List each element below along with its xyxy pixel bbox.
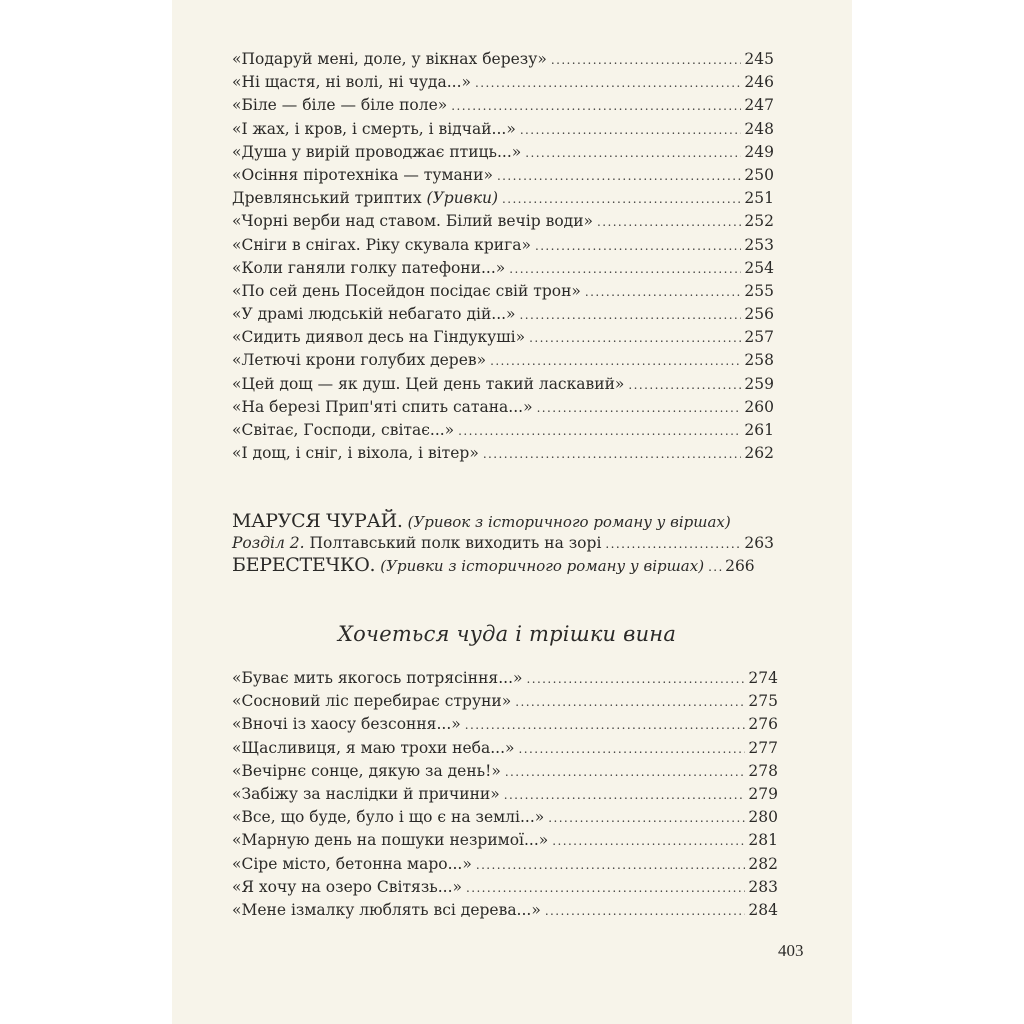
entry-title: «По сей день Посейдон посідає свій трон» <box>232 281 581 300</box>
entry-title: «На березі Прип'яті спить сатана...» <box>232 397 533 416</box>
toc-entry <box>232 419 774 442</box>
toc-entry <box>232 806 778 829</box>
entry-title: «Вночі із хаосу безсоння...» <box>232 715 461 734</box>
page-number: 403 <box>778 941 804 960</box>
toc-entry <box>232 373 774 396</box>
entry-page: 274 <box>748 669 778 687</box>
chapter-label: Розділ 2. <box>232 534 305 552</box>
entry-title: «Все, що буде, було і що є на землі...» <box>232 808 545 827</box>
dot-leader <box>505 761 746 783</box>
dot-leader <box>548 807 745 829</box>
toc-entry <box>232 187 774 210</box>
entry-page: 255 <box>744 281 774 300</box>
entry-page: 252 <box>744 212 774 231</box>
toc-entry <box>232 690 778 713</box>
entry-page: 275 <box>748 692 778 711</box>
entry-page: 281 <box>748 831 778 850</box>
entry-page: 276 <box>748 715 778 734</box>
entry-title: «Подаруй мені, доле, у вікнах березу» <box>232 50 547 68</box>
dot-leader <box>466 877 745 899</box>
entry-page: 283 <box>748 877 778 896</box>
toc-entry <box>232 141 774 164</box>
toc-entry <box>232 280 774 303</box>
toc-entry-berestechko <box>232 554 774 576</box>
dot-leader <box>504 784 746 806</box>
entry-title: «Марную день на пошуки незримої...» <box>232 831 549 850</box>
entry-page: 246 <box>744 73 774 92</box>
dot-leader <box>520 119 742 141</box>
entry-page: 280 <box>748 808 778 827</box>
toc-entry <box>232 667 778 690</box>
dot-leader <box>526 668 745 690</box>
entry-page: 263 <box>744 534 774 552</box>
dot-leader <box>497 165 741 187</box>
toc-list-section2 <box>232 667 778 922</box>
entry-title-note: (Уривки) <box>426 189 498 208</box>
toc-entry <box>232 303 774 326</box>
entry-title: «Сидить диявол десь на Гіндукуші» <box>232 328 526 347</box>
entry-page: 266 <box>725 557 755 575</box>
section-heading: Хочеться чуда і трішки вина <box>337 622 677 646</box>
entry-page: 277 <box>748 738 778 757</box>
dot-leader <box>475 72 741 94</box>
entry-title: «Світає, Господи, світає...» <box>232 421 455 439</box>
dot-leader <box>551 49 742 71</box>
dot-leader <box>529 327 741 349</box>
entry-page: 257 <box>744 328 774 347</box>
toc-entry <box>232 71 774 94</box>
toc-entry <box>232 760 778 783</box>
entry-title: «Летючі крони голубих дерев» <box>232 351 487 370</box>
dot-leader <box>535 235 741 257</box>
entry-page: 282 <box>748 854 778 873</box>
entry-title: «Буває мить якогось потрясіння...» <box>232 669 523 687</box>
novel-subtitle: (Уривки з історичного роману у віршах) <box>380 557 705 575</box>
toc-list-part1 <box>232 48 774 465</box>
toc-novels <box>232 510 774 576</box>
entry-title <box>232 187 502 210</box>
dot-leader <box>502 188 741 210</box>
toc-entry <box>232 442 774 465</box>
dot-leader <box>537 397 742 419</box>
toc-entry-marusia <box>232 510 774 532</box>
dot-leader <box>597 211 741 233</box>
entry-page: 249 <box>744 142 774 161</box>
entry-page: 278 <box>748 761 778 780</box>
entry-page: 245 <box>744 50 774 68</box>
entry-page: 261 <box>744 421 774 439</box>
dot-leader <box>519 738 746 760</box>
toc-entry <box>232 737 778 760</box>
dot-leader <box>525 142 741 164</box>
entry-title: «Сніги в снігах. Ріку скувала крига» <box>232 235 531 254</box>
toc-entry <box>232 94 774 117</box>
entry-page: 254 <box>744 258 774 277</box>
entry-title: «Біле — біле — біле поле» <box>232 96 448 115</box>
entry-page: 250 <box>744 165 774 184</box>
dot-leader <box>704 556 722 578</box>
entry-page: 262 <box>744 444 774 463</box>
entry-title: «І дощ, і сніг, і віхола, і вітер» <box>232 444 479 463</box>
entry-page: 247 <box>744 96 774 115</box>
novel-title: БЕРЕСТЕЧКО. <box>232 554 376 576</box>
dot-leader <box>552 830 745 852</box>
entry-page: 260 <box>744 397 774 416</box>
dot-leader <box>509 258 741 280</box>
entry-title: «Душа у вирій проводжає птиць...» <box>232 142 522 161</box>
toc-entry <box>232 899 778 922</box>
dot-leader <box>458 420 741 442</box>
dot-leader <box>585 281 741 303</box>
toc-entry <box>232 48 774 71</box>
entry-page: 256 <box>744 305 774 324</box>
toc-entry <box>232 234 774 257</box>
toc-entry <box>232 349 774 372</box>
toc-entry <box>232 783 778 806</box>
entry-title: «І жах, і кров, і смерть, і відчай...» <box>232 119 516 138</box>
dot-leader <box>545 900 746 922</box>
toc-entry <box>232 876 778 899</box>
dot-leader <box>476 854 746 876</box>
entry-page: 259 <box>744 374 774 393</box>
entry-title: «Коли ганяли голку патефони...» <box>232 258 506 277</box>
dot-leader <box>465 714 746 736</box>
dot-leader <box>451 95 741 117</box>
chapter-title: Полтавський полк виходить на зорі <box>309 534 602 552</box>
toc-entry-chapter <box>232 532 774 554</box>
dot-leader <box>515 691 745 713</box>
dot-leader <box>520 304 742 326</box>
entry-title: «Забіжу за наслідки й причини» <box>232 784 500 803</box>
dot-leader <box>483 443 742 465</box>
entry-title: «Я хочу на озеро Світязь...» <box>232 877 462 896</box>
toc-entry <box>232 164 774 187</box>
entry-title: «Чорні верби над ставом. Білий вечір води» <box>232 212 594 231</box>
novel-subtitle: (Уривок з історичного роману у віршах) <box>407 513 731 531</box>
entry-title: «Ні щастя, ні волі, ні чуда...» <box>232 73 471 92</box>
entry-title: «У драмі людській небагато дій...» <box>232 305 516 324</box>
entry-title: «Сіре місто, бетонна маро...» <box>232 854 472 873</box>
entry-page: 253 <box>744 235 774 254</box>
entry-title: «Мене ізмалку люблять всі дерева...» <box>232 900 541 919</box>
entry-title-main: Древлянський триптих <box>232 189 422 208</box>
toc-entry <box>232 326 774 349</box>
entry-page: 251 <box>744 189 774 208</box>
entry-title: «Цей дощ — як душ. Цей день такий ласкавий» <box>232 374 625 393</box>
entry-title: «Сосновий ліс перебирає струни» <box>232 692 512 711</box>
toc-entry <box>232 853 778 876</box>
novel-title: МАРУСЯ ЧУРАЙ. <box>232 510 403 532</box>
dot-leader <box>628 374 741 396</box>
entry-title: «Вечірнє сонце, дякую за день!» <box>232 761 501 780</box>
toc-entry <box>232 257 774 280</box>
entry-page: 258 <box>744 351 774 370</box>
toc-entry <box>232 210 774 233</box>
entry-page: 284 <box>748 900 778 919</box>
toc-entry <box>232 829 778 852</box>
toc-entry <box>232 118 774 141</box>
dot-leader <box>601 533 741 555</box>
dot-leader <box>490 350 741 372</box>
toc-entry <box>232 396 774 419</box>
entry-page: 248 <box>744 119 774 138</box>
entry-page: 279 <box>748 784 778 803</box>
entry-title: «Осіння піротехніка — тумани» <box>232 165 493 184</box>
entry-title: «Щасливиця, я маю трохи неба...» <box>232 738 515 757</box>
toc-entry <box>232 713 778 736</box>
